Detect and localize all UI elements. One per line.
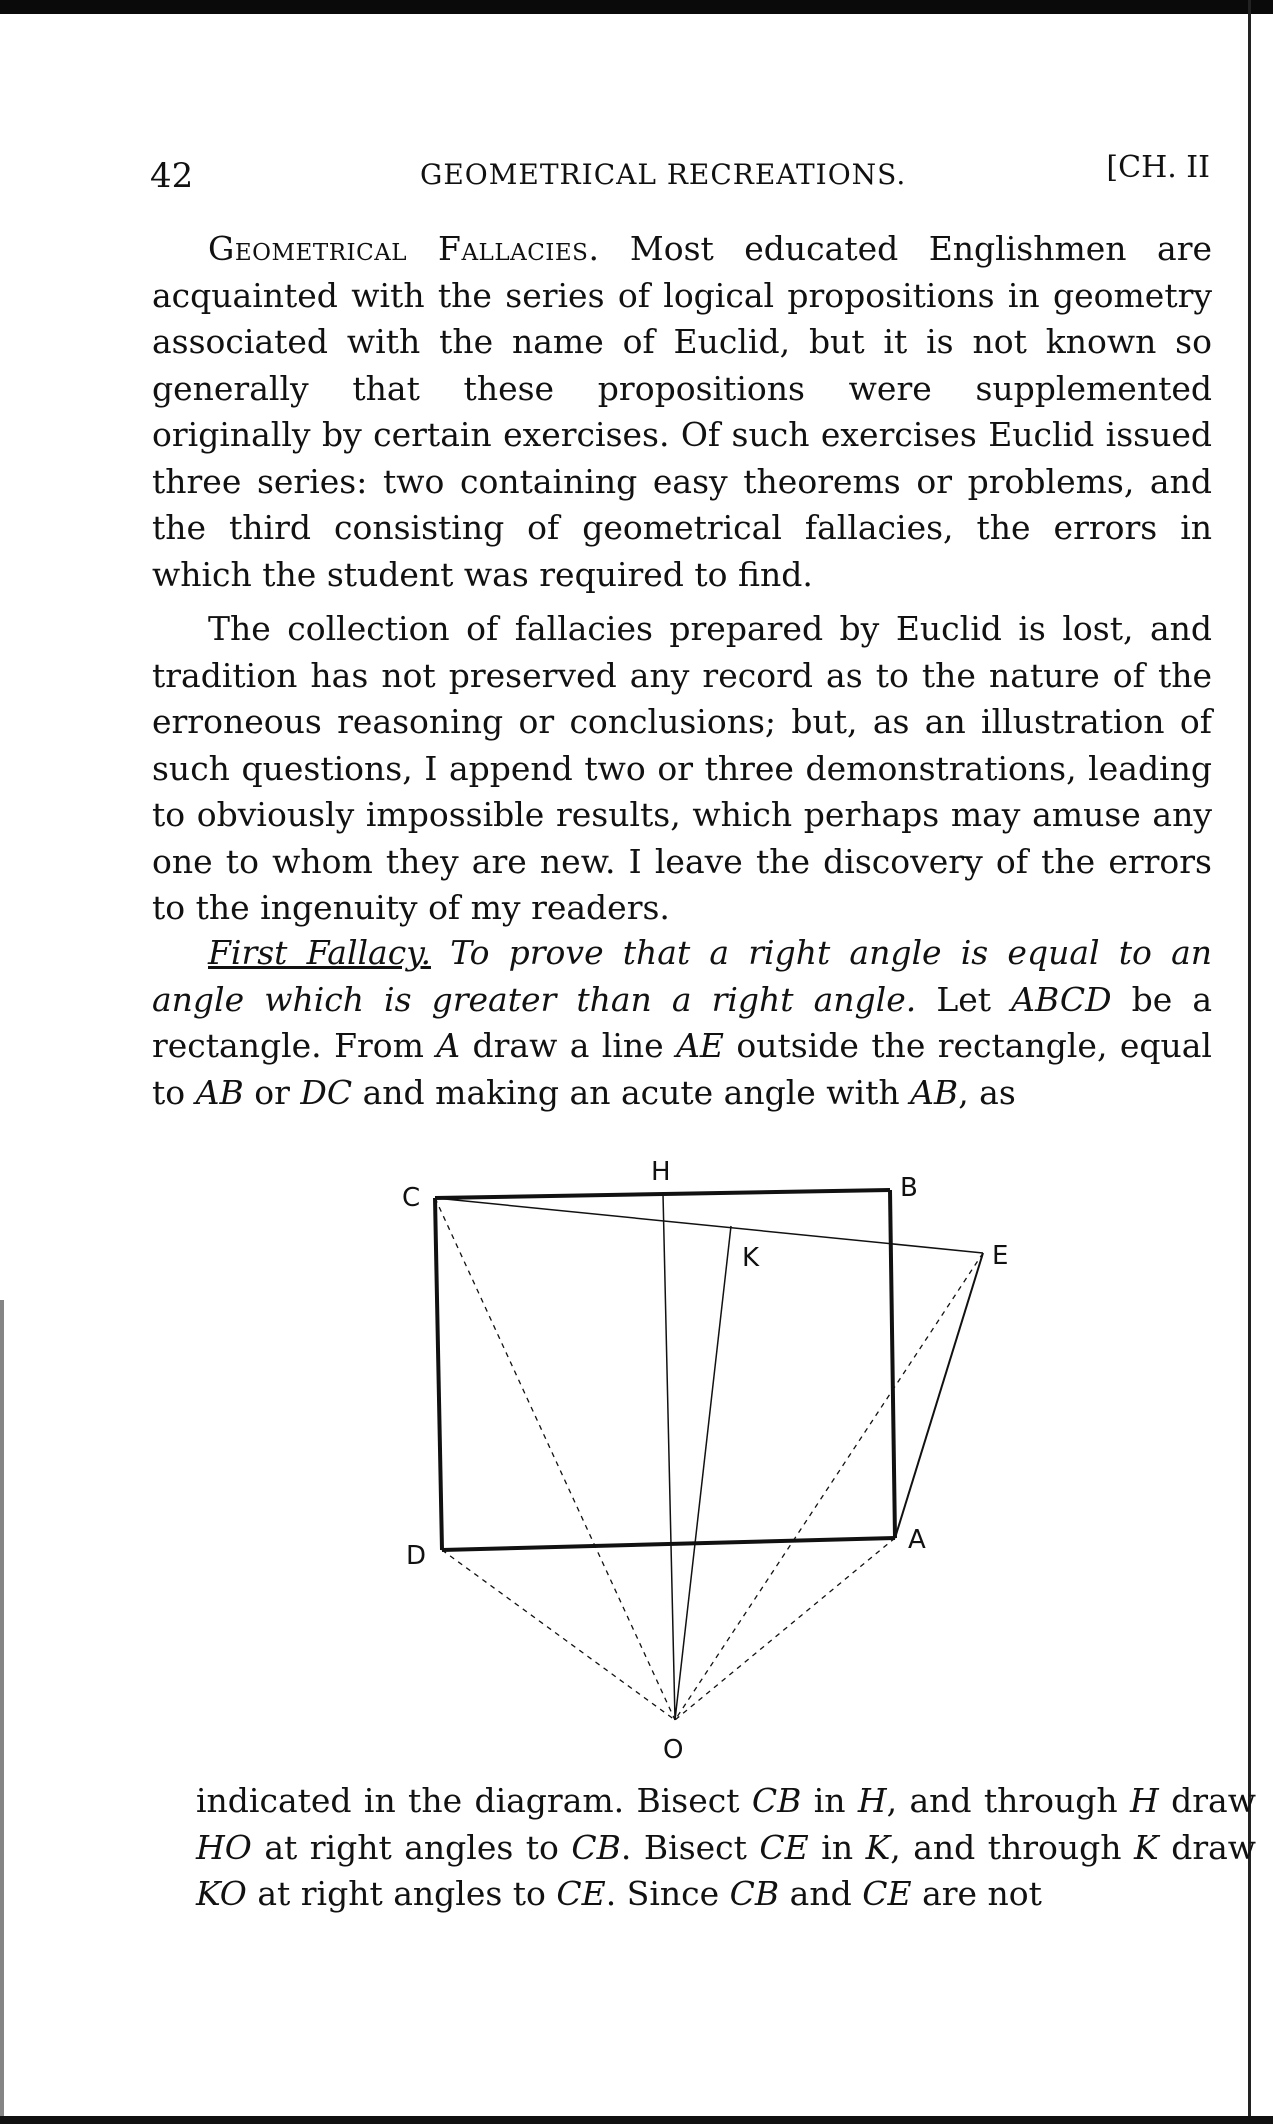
- paragraph-continuation: [196, 1778, 1256, 1918]
- text-run: and: [789, 1874, 852, 1913]
- text-run: and making an acute angle with: [362, 1072, 900, 1112]
- line-eo: [675, 1253, 983, 1720]
- paragraph-geometrical-fallacies: [152, 226, 1212, 598]
- fallacy-diagram: [380, 1150, 1040, 1770]
- math-var: HO: [196, 1827, 252, 1867]
- line-do: [442, 1550, 675, 1720]
- line-ho: [663, 1194, 675, 1720]
- page-header: [150, 150, 1210, 200]
- math-var: K: [1134, 1827, 1159, 1867]
- line-ce: [435, 1198, 983, 1253]
- math-var: K: [865, 1827, 891, 1867]
- text-run: or: [254, 1072, 290, 1112]
- chapter-reference: [CH. II: [1106, 150, 1210, 185]
- math-var: CB: [571, 1827, 621, 1867]
- text-run: at right angles to: [257, 1874, 546, 1913]
- paragraph-text: The collection of fallacies prepared by Euclid is lost, and tradition has not preserved any record as to the nature of the erroneous reasoning or conclusions; but, as an illustration of such questions, I append two or three demonstrations, leading to obviously impossible results, which perhaps may amuse any one to whom they are new. I leave the discovery of the errors to the ingenuity of my readers.: [152, 609, 1212, 927]
- math-var: DC: [300, 1072, 353, 1112]
- scan-bottom-edge: [0, 2116, 1273, 2124]
- label-e: E: [992, 1241, 1009, 1271]
- text-run: outside the rectangle, equal to: [152, 1026, 1212, 1112]
- text-run: in: [821, 1827, 854, 1867]
- math-var: CE: [556, 1874, 606, 1913]
- line-ao: [675, 1538, 895, 1720]
- math-var: CE: [862, 1874, 912, 1913]
- math-var: CB: [751, 1781, 802, 1820]
- text-run: draw: [1171, 1781, 1256, 1820]
- math-var: H: [857, 1781, 887, 1820]
- text-run: . Since: [605, 1874, 720, 1913]
- math-var: A: [436, 1026, 461, 1065]
- label-b: B: [900, 1173, 918, 1203]
- math-var: CB: [729, 1874, 780, 1913]
- text-run: draw: [1171, 1827, 1257, 1867]
- page-number: 42: [150, 156, 194, 196]
- side-dc: [435, 1198, 442, 1550]
- fallacy-heading: First Fallacy.: [208, 933, 431, 972]
- fallacy-statement: To prove that a right angle is equal to an angle which is greater than a right angle.: [152, 933, 1212, 1019]
- text-run: be a rectangle. From: [152, 979, 1213, 1065]
- line-ko: [675, 1226, 731, 1720]
- paragraph-euclid-collection: [152, 606, 1212, 932]
- text-run: in: [813, 1781, 846, 1820]
- text-run: indicated in the diagram. Bisect: [196, 1781, 740, 1820]
- math-var: AB: [195, 1072, 244, 1112]
- text-run: , as: [958, 1072, 1016, 1112]
- math-var: H: [1130, 1781, 1159, 1820]
- text-run: , and through: [886, 1781, 1118, 1820]
- label-o: O: [663, 1735, 684, 1765]
- label-h: H: [651, 1157, 671, 1187]
- text-run: Let: [936, 979, 992, 1019]
- scan-top-edge: [0, 0, 1273, 14]
- line-ae: [895, 1253, 983, 1538]
- text-run: are not: [922, 1874, 1042, 1913]
- scan-left-edge: [0, 1300, 4, 2124]
- math-var: KO: [196, 1874, 247, 1913]
- section-heading: Geometrical Fallacies.: [208, 229, 600, 268]
- text-run: , and through: [890, 1827, 1122, 1867]
- running-title: GEOMETRICAL RECREATIONS.: [420, 158, 907, 191]
- math-var: CE: [759, 1827, 809, 1867]
- paragraph-first-fallacy: [152, 930, 1212, 1116]
- math-var: AE: [676, 1026, 725, 1065]
- label-d: D: [406, 1541, 427, 1571]
- label-k: K: [742, 1243, 760, 1273]
- text-run: at right angles to: [264, 1827, 559, 1867]
- side-ba: [890, 1190, 895, 1538]
- label-a: A: [908, 1525, 926, 1555]
- paragraph-text: Most educated Englishmen are acquainted with the series of logical propositions in geometry associated with the name of Euclid, but it is not known so generally that these propositions were supplemented originally by certain exercises. Of such exercises Euclid issued three series: two containing easy theorems or problems, and the third consisting of geometrical fallacies, the errors in which the student was required to find.: [152, 229, 1212, 594]
- text-run: . Bisect: [620, 1827, 747, 1867]
- side-ad: [442, 1538, 895, 1550]
- label-c: C: [402, 1183, 421, 1213]
- math-var: ABCD: [1011, 979, 1112, 1019]
- text-run: draw a line: [472, 1026, 664, 1065]
- math-var: AB: [910, 1072, 959, 1112]
- line-co: [435, 1198, 675, 1720]
